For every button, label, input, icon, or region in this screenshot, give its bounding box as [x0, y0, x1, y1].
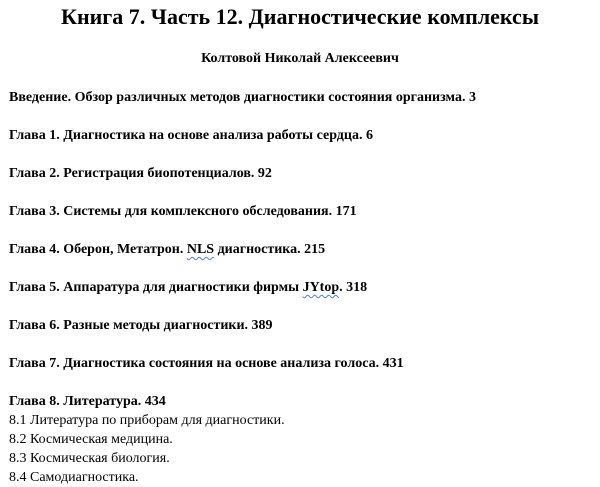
toc-chapter-5: [9, 278, 367, 298]
toc-chapter-2: Глава 2. Регистрация биопотенциалов. 92: [9, 166, 272, 181]
toc-subsection-8-2: 8.2 Космическая медицина.: [9, 432, 173, 447]
toc-chapter-5-text-end: . 318: [339, 280, 368, 295]
toc-chapter-4-text-start: Глава 4. Оберон, Метатрон.: [9, 242, 187, 257]
author-name: Колтовой Николай Алексеевич: [201, 51, 399, 66]
toc-chapter-1: Глава 1. Диагностика на основе анализа работы сердца. 6: [9, 128, 373, 143]
toc-chapter-8: Глава 8. Литература. 434: [9, 394, 166, 409]
toc-chapter-4: [9, 240, 325, 260]
toc-chapter-7: Глава 7. Диагностика состояния на основе анализа голоса. 431: [9, 356, 404, 371]
toc-subsection-8-3: 8.3 Космическая биология.: [9, 451, 170, 466]
toc-introduction: Введение. Обзор различных методов диагностики состояния организма. 3: [9, 90, 476, 105]
toc-chapter-6: Глава 6. Разные методы диагностики. 389: [9, 318, 273, 333]
spellcheck-flagged-word[interactable]: JYtop: [302, 280, 340, 295]
toc-chapter-3: Глава 3. Системы для комплексного обследования. 171: [9, 204, 357, 219]
toc-chapter-5-text-start: Глава 5. Аппаратура для диагностики фирмы: [9, 280, 303, 295]
toc-chapter-4-text-end: диагностика. 215: [214, 242, 326, 257]
toc-subsection-8-4: 8.4 Самодиагностика.: [9, 470, 139, 485]
toc-subsection-8-1: 8.1 Литература по приборам для диагностики.: [9, 413, 285, 428]
spellcheck-flagged-word[interactable]: NLS: [186, 242, 215, 257]
document-title: Книга 7. Часть 12. Диагностические комплексы: [61, 4, 539, 29]
